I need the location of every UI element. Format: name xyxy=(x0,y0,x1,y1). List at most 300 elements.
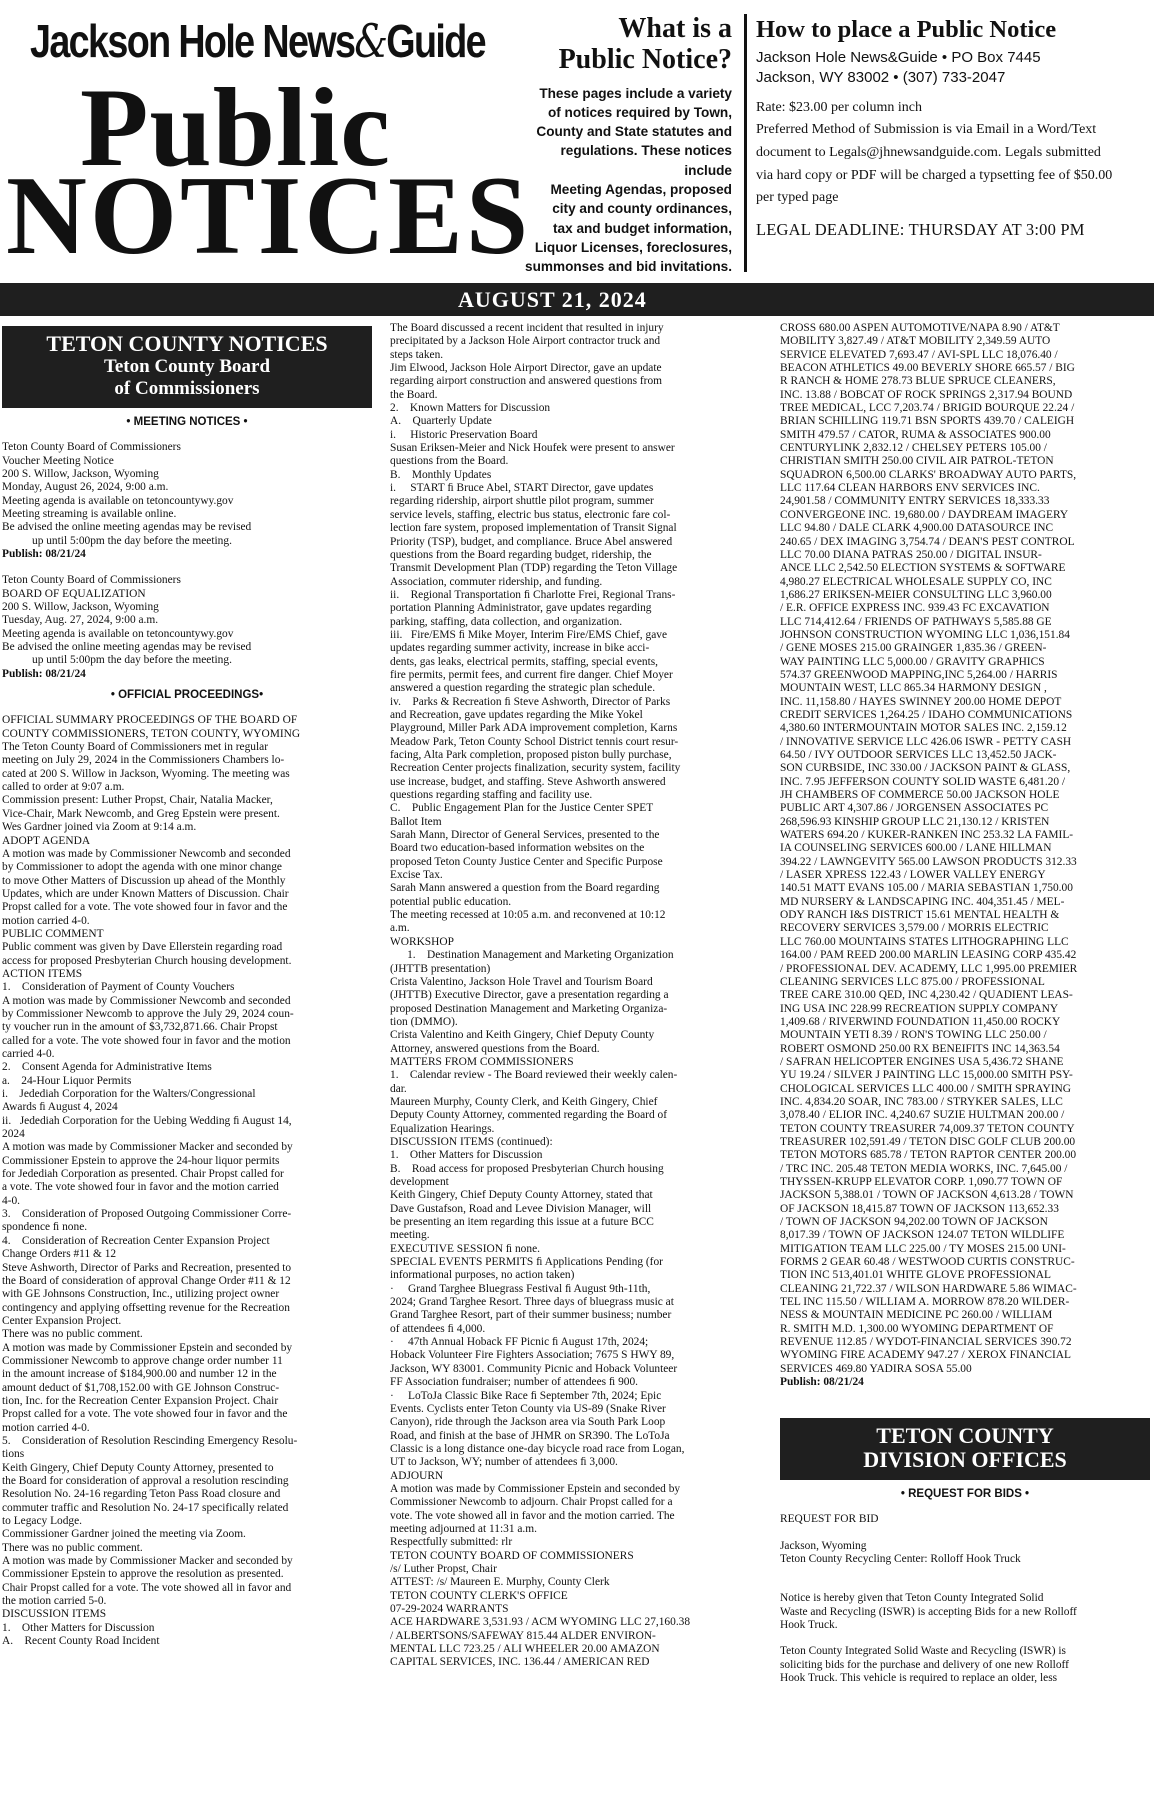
proceedings-line: OFFICIAL SUMMARY PROCEEDINGS OF THE BOARD OF xyxy=(2,714,298,727)
proceedings-line: /s/ Luther Propst, Chair xyxy=(390,1562,497,1575)
proceedings-line: Center Expansion Project. xyxy=(2,1314,122,1327)
section-title: DIVISION OFFICES xyxy=(863,1446,1067,1472)
warrant-line: 4,980.27 ELECTRICAL WHOLESALE SUPPLY CO, INC xyxy=(780,575,1052,588)
proceedings-line: (JHTTB) Executive Director, gave a presentation regarding a xyxy=(390,989,669,1002)
proceedings-line: Excise Tax. xyxy=(390,869,443,882)
proceedings-line: 1. Consideration of Payment of County Vouchers xyxy=(2,981,235,994)
notice-line: Teton County Board of Commissioners xyxy=(2,574,181,587)
warrant-line: CHRISTIAN SMITH 250.00 CIVIL AIR PATROL-TETON xyxy=(780,455,1054,468)
proceedings-line: A. Quarterly Update xyxy=(390,415,492,428)
rfb-paragraph: Waste and Recycling (ISWR) is accepting Bids for a new Rolloff xyxy=(780,1605,1077,1618)
proceedings-line: Hoback Volunteer Fire Fighters Association; 7675 S HWY 89, xyxy=(390,1349,675,1362)
proceedings-line: TETON COUNTY CLERK'S OFFICE xyxy=(390,1589,568,1602)
proceedings-line: motion carried 4-0. xyxy=(2,914,90,927)
proceedings-line: 1. Other Matters for Discussion xyxy=(2,1621,155,1634)
proceedings-line: updates regarding summer activity, increase in bike acci- xyxy=(390,642,650,655)
proceedings-line: The Board discussed a recent incident that resulted in injury xyxy=(390,322,664,334)
what-line: Meeting Agendas, proposed xyxy=(550,182,732,198)
warrant-line: CLEANING SERVICES LLC 875.00 / PROFESSIONAL xyxy=(780,975,1045,988)
warrant-line: R. SMITH M.D. 1,300.00 WYOMING DEPARTMENT OF xyxy=(780,1322,1054,1335)
proceedings-line: 1. Calendar review - The Board reviewed their weekly calen- xyxy=(390,1069,678,1082)
proceedings-line: Deputy County Attorney, commented regarding the Board of xyxy=(390,1109,668,1122)
proceedings-line: DISCUSSION ITEMS xyxy=(2,1608,107,1621)
proceedings-line: Crista Valentino, Jackson Hole Travel and Tourism Board xyxy=(390,975,653,988)
what-line: of notices required by Town, xyxy=(547,104,732,120)
proceedings-line: 2024; Grand Targhee Resort. Three days of bluegrass music at xyxy=(390,1296,674,1309)
proceedings-line: called for a vote. The vote showed four in favor and the motion xyxy=(2,1034,291,1047)
meeting-notice-1 xyxy=(2,441,372,561)
proceedings-line: answered a question regarding the strategic plan schedule. xyxy=(390,682,656,695)
warrant-line: JACKSON 5,388.01 / TOWN OF JACKSON 4,613.28 / TOWN xyxy=(780,1189,1074,1202)
proceedings-line: Keith Gingery, Chief Deputy County Attorney, stated that xyxy=(390,1189,653,1202)
warrant-line: FORMS 2 GEAR 60.48 / WESTWOOD CURTIS CONSTRUC- xyxy=(780,1256,1075,1269)
proceedings-line: Maureen Murphy, County Clerk, and Keith Gingery, Chief xyxy=(390,1095,658,1108)
warrant-line: REVENUE 112.85 / WYDOT-FINANCIAL SERVICES 390.72 xyxy=(780,1336,1072,1349)
warrant-line: TEL INC 115.50 / WILLIAM A. MORROW 878.20 WILDER- xyxy=(780,1296,1070,1309)
how-to-place-notice xyxy=(756,16,1148,240)
proceedings-line: There was no public comment. xyxy=(2,1328,143,1341)
proceedings-line: Awards ﬁ August 4, 2024 xyxy=(2,1101,118,1114)
proceedings-line: the Board for consideration of approval a resolution rescinding xyxy=(2,1475,289,1487)
notice-line: Meeting agenda is available on tetoncountywy.gov xyxy=(2,627,234,640)
warrant-line: TREE CARE 310.00 QED, INC 4,230.42 / QUADIENT LEAS- xyxy=(780,989,1073,1002)
logo-ampersand: & xyxy=(354,14,387,68)
proceedings-line: carried 4-0. xyxy=(2,1048,55,1060)
proceedings-line: Attorney, answered questions from the Board. xyxy=(390,1042,600,1055)
proceedings-line: meeting. xyxy=(390,1229,430,1242)
proceedings-line: amount deduct of $1,708,152.00 with GE Johnson Construc- xyxy=(2,1381,280,1394)
proceedings-line: the Board. xyxy=(390,388,438,401)
proceedings-line: MATTERS FROM COMMISSIONERS xyxy=(390,1055,574,1068)
proceedings-line: Classic is a long distance one-day bicycle road race from Logan, xyxy=(390,1442,685,1455)
rate-line: per typed page xyxy=(756,190,839,206)
warrant-line: CREDIT SERVICES 1,264.25 / IDAHO COMMUNICATIONS xyxy=(780,708,1073,721)
proceedings-line: Meadow Park, Teton County School District tennis court resur- xyxy=(390,735,679,748)
proceedings-line: ii. Jedediah Corporation for the Uebing Wedding ﬁ August 14, xyxy=(2,1114,292,1127)
proceedings-line: iv. Parks & Recreation ﬁ Steve Ashworth, Director of Parks xyxy=(390,695,671,708)
proceedings-line: A. Recent County Road Incident xyxy=(2,1635,160,1648)
contact-address xyxy=(756,48,1148,89)
title-notices: NOTICES xyxy=(6,154,532,278)
address-line: Jackson, WY 83002 • (307) 733-2047 xyxy=(756,69,1006,87)
proceedings-line: proposed Destination Management and Marketing Organiza- xyxy=(390,1002,668,1015)
proceedings-line: Road, and finish at the base of JHMR on SR390. The LoToJa xyxy=(390,1429,670,1442)
proceedings-line: ACTION ITEMS xyxy=(2,967,83,980)
meeting-notices-heading: • MEETING NOTICES • xyxy=(126,415,248,428)
proceedings-line: 2. Consent Agenda for Administrative Items xyxy=(2,1061,212,1074)
warrant-line: 574.37 GREENWOOD MAPPING,INC 5,264.00 / HARRIS xyxy=(780,668,1058,681)
proceedings-line: CAPITAL SERVICES, INC. 136.44 / AMERICAN RED xyxy=(390,1656,650,1669)
proceedings-line: DISCUSSION ITEMS (continued): xyxy=(390,1135,553,1148)
proceedings-line: and Recreation, gave updates regarding the Mike Yokel xyxy=(390,708,643,721)
warrant-line: JOHNSON CONSTRUCTION WYOMING LLC 1,036,151.84 xyxy=(780,628,1070,641)
proceedings-line: be presenting an item regarding this issue at a future BCC xyxy=(390,1216,654,1229)
warrant-line: CONVERGEONE INC. 19,680.00 / DAYDREAM IMAGERY xyxy=(780,508,1069,521)
logo-name-a: Jackson Hole News xyxy=(30,15,355,67)
proceedings-line: Vice-Chair, Mark Newcomb, and Greg Epstein were present. xyxy=(2,807,280,820)
warrant-line: WAY PAINTING LLC 5,000.00 / GRAVITY GRAPHICS xyxy=(780,655,1045,668)
proceedings-line: fire permits, permit fees, and current fire danger. Chief Moyer xyxy=(390,668,673,681)
proceedings-line: contingency and applying offsetting revenue for the Recreation xyxy=(2,1301,290,1314)
proceedings-line: cated at 200 S. Willow in Jackson, Wyoming. The meeting was xyxy=(2,767,290,780)
proceedings-line: TETON COUNTY BOARD OF COMMISSIONERS xyxy=(390,1549,634,1562)
proceedings-line: tion (DMMO). xyxy=(390,1015,458,1028)
warrant-line: / E.R. OFFICE EXPRESS INC. 939.43 FC EXCAVATION xyxy=(780,602,1050,615)
proceedings-line: (JHTTB presentation) xyxy=(390,962,491,975)
proceedings-line: · Grand Targhee Bluegrass Festival ﬁ August 9th-11th, xyxy=(390,1282,651,1295)
date-bar xyxy=(0,283,1154,316)
notice-line: 200 S. Willow, Jackson, Wyoming xyxy=(2,601,159,613)
proceedings-line: 3. Consideration of Proposed Outgoing Commissioner Corre- xyxy=(2,1208,292,1221)
proceedings-line: C. Public Engagement Plan for the Justice Center SPET xyxy=(390,802,654,815)
warrant-line: / PROFESSIONAL DEV. ACADEMY, LLC 1,995.00 PREMIER xyxy=(780,962,1078,975)
proceedings-line: 2. Known Matters for Discussion xyxy=(390,402,551,415)
warrant-line: CROSS 680.00 ASPEN AUTOMOTIVE/NAPA 8.90 / AT&T xyxy=(780,322,1060,334)
proceedings-line: Public comment was given by Dave Ellerstein regarding road xyxy=(2,941,283,954)
legal-deadline: LEGAL DEADLINE: THURSDAY AT 3:00 PM xyxy=(756,220,1085,240)
warrant-line: TREASURER 102,591.49 / TETON DISC GOLF CLUB 200.00 xyxy=(780,1135,1076,1148)
proceedings-line: commuter traffic and Resolution No. 24-17 specifically related xyxy=(2,1501,289,1514)
proceedings-line: tions xyxy=(2,1448,25,1461)
warrant-line: RECOVERY SERVICES 3,579.00 / MORRIS ELECTRIC xyxy=(780,922,1049,935)
proceedings-line: Association, commuter ridership, and funding. xyxy=(390,575,603,588)
publish-date: Publish: 08/21/24 xyxy=(2,547,86,560)
newspaper-logo[interactable] xyxy=(30,14,485,68)
rate-line: via hard copy or PDF will be charged a typsetting fee of $50.00 xyxy=(756,167,1113,183)
what-line: tax and budget information, xyxy=(553,220,732,236)
notice-line: Monday, August 26, 2024, 9:00 a.m. xyxy=(2,481,169,494)
proceedings-line: Jackson, WY 83001. Community Picnic and Hoback Volunteer xyxy=(390,1362,678,1375)
proceedings-line: The Teton County Board of Commissioners met in regular xyxy=(2,741,268,754)
warrant-line: LLC 714,412.64 / FRIENDS OF PATHWAYS 5,585.88 GE xyxy=(780,615,1052,628)
what-heading-line2: Public Notice? xyxy=(558,43,732,75)
proceedings-line: SPECIAL EVENTS PERMITS ﬁ Applications Pending (for xyxy=(390,1256,663,1269)
proceedings-line: · 47th Annual Hoback FF Picnic ﬁ August 17th, 2024; xyxy=(390,1336,649,1349)
proceedings-line: of attendees ﬁ 4,000. xyxy=(390,1322,486,1335)
warrant-line: MITIGATION TEAM LLC 225.00 / TY MOSES 215.00 UNI- xyxy=(780,1242,1066,1255)
proceedings-line: steps taken. xyxy=(390,348,444,361)
proceedings-line: Commissioner Newcomb to approve change order number 11 xyxy=(2,1354,283,1367)
warrant-line: ODY RANCH I&S DISTRICT 15.61 MENTAL HEALTH & xyxy=(780,909,1060,922)
publish-date: Publish: 08/21/24 xyxy=(780,1376,864,1389)
proceedings-line: facing, Alta Park completion, proposed piston bully purchase, xyxy=(390,749,672,761)
proceedings-line: Board two education-based information websites on the xyxy=(390,842,645,855)
warrant-line: 164.00 / PAM REED 200.00 MARLIN LEASING CORP 435.42 xyxy=(780,949,1077,962)
warrant-line: YU 19.24 / SILVER J PAINTING LLC 15,000.00 SMITH PSY- xyxy=(780,1069,1073,1082)
proceedings-line: ADJOURN xyxy=(390,1469,444,1482)
proceedings-line: Commissioner Gardner joined the meeting via Zoom. xyxy=(2,1528,246,1541)
proceedings-line: precipitated by a Jackson Hole Airport contractor truck and xyxy=(390,335,661,348)
what-line: These pages include a variety xyxy=(539,85,732,101)
proceedings-line: 1. Destination Management and Marketing Organization xyxy=(390,949,674,962)
division-offices-header xyxy=(780,1418,1150,1480)
proceedings-line: ty voucher run in the amount of $3,732,871.66. Chair Propst xyxy=(2,1021,278,1034)
proceedings-line: to move Other Matters of Discussion up ahead of the Monthly xyxy=(2,874,286,887)
header-divider xyxy=(744,14,747,272)
warrants-list xyxy=(780,322,1150,1376)
warrant-line: 1,686.27 ERIKSEN-MEIER CONSULTING LLC 3,960.00 xyxy=(780,588,1052,601)
warrant-line: SERVICE ELEVATED 7,693.47 / AVI-SPL LLC 18,076.40 / xyxy=(780,348,1058,361)
warrant-line: LLC 70.00 DIANA PATRAS 250.00 / DIGITAL INSUR- xyxy=(780,548,1042,561)
proceedings-line: Keith Gingery, Chief Deputy County Attorney, presented to xyxy=(2,1461,274,1474)
section-title: TETON COUNTY xyxy=(876,1422,1054,1448)
what-line: summonses and bid invitations. xyxy=(525,259,732,275)
publish-date: Publish: 08/21/24 xyxy=(2,667,86,680)
proceedings-line: Sarah Mann answered a question from the Board regarding xyxy=(390,882,660,895)
warrant-line: 8,017.39 / TOWN OF JACKSON 124.07 TETON WILDLIFE xyxy=(780,1229,1065,1242)
rfb-location: Teton County Recycling Center: Rolloff Hook Truck xyxy=(780,1552,1021,1565)
proceedings-line: Jim Elwood, Jackson Hole Airport Director, gave an update xyxy=(390,362,662,375)
proceedings-line: proposed Teton County Justice Center and Specific Purpose xyxy=(390,855,663,868)
what-line: city and county ordinances, xyxy=(552,201,732,217)
rfb-paragraph: Hook Truck. This vehicle is required to replace an older, less xyxy=(780,1671,1058,1684)
proceedings-line: WORKSHOP xyxy=(390,935,454,948)
proceedings-line: COUNTY COMMISSIONERS, TETON COUNTY, WYOMING xyxy=(2,727,301,740)
warrant-line: / GENE MOSES 215.00 GRAINGER 1,835.36 / GREEN- xyxy=(780,642,1047,655)
warrant-line: SQUADRON 6,500.00 CLARKS' BROADWAY AUTO PARTS, xyxy=(780,468,1077,481)
proceedings-line: questions regarding staffing and facility use. xyxy=(390,789,593,802)
warrant-line: / INNOVATIVE SERVICE LLC 426.06 ISWR - PETTY CASH xyxy=(780,735,1072,748)
rfb-paragraph: Teton County Integrated Solid Waste and Recycling (ISWR) is xyxy=(780,1645,1066,1658)
warrant-line: BEACON ATHLETICS 49.00 BEVERLY SHORE 665.57 / BIG xyxy=(780,362,1075,375)
what-line: County and State statutes and xyxy=(536,124,732,140)
proceedings-line: ii. Regional Transportation ﬁ Charlotte Frei, Regional Trans- xyxy=(390,588,676,601)
official-proceedings-heading: • OFFICIAL PROCEEDINGS• xyxy=(110,689,264,702)
warrant-line: TETON MOTORS 685.78 / TETON RAPTOR CENTER 200.00 xyxy=(780,1149,1077,1162)
proceedings-line: called to order at 9:07 a.m. xyxy=(2,781,125,794)
proceedings-line: Updates, which are under Known Matters of Discussion. Chair xyxy=(2,887,289,900)
warrant-line: R RANCH & HOME 278.73 BLUE SPRUCE CLEANERS, xyxy=(780,375,1056,388)
proceedings-line: by Commissioner Newcomb to approve the July 29, 2024 coun- xyxy=(2,1007,294,1020)
proceedings-line: with GE Johnsons Construction, Inc., utilizing project owner xyxy=(2,1288,280,1301)
proceedings-line: Commissioner Epstein to approve the 24-hour liquor permits xyxy=(2,1154,280,1167)
proceedings-line: UT to Jackson, WY; number of attendees ﬁ 3,000. xyxy=(390,1456,618,1469)
proceedings-line: Resolution No. 24-16 regarding Teton Pass Road closure and xyxy=(2,1488,281,1501)
proceedings-line: Wes Gardner joined via Zoom at 9:14 a.m. xyxy=(2,821,197,834)
proceedings-line: B. Monthly Updates xyxy=(390,468,492,481)
proceedings-line: spondence ﬁ none. xyxy=(2,1221,88,1234)
proceedings-line: Respectfully submitted: rlr xyxy=(390,1536,513,1549)
warrant-line: NESS & MOUNTAIN MEDICINE PC 260.00 / WILLIAM xyxy=(780,1309,1053,1322)
proceedings-line: The meeting recessed at 10:05 a.m. and reconvened at 10:12 xyxy=(390,909,666,922)
warrant-line: ROBERT OSMOND 250.00 RX BENEIFITS INC 14,363.54 xyxy=(780,1042,1060,1055)
what-is-public-notice xyxy=(510,14,732,277)
warrant-line: ANCE LLC 2,542.50 ELECTION SYSTEMS & SOFTWARE xyxy=(780,562,1066,575)
proceedings-line: 4-0. xyxy=(2,1194,21,1207)
warrant-line: LLC 760.00 MOUNTAINS STATES LITHOGRAPHING LLC xyxy=(780,935,1069,948)
warrant-line: SMITH 479.57 / CATOR, RUMA & ASSOCIATES 900.00 xyxy=(780,428,1051,441)
proceedings-line: questions from the Board regarding budget, ridership, the xyxy=(390,548,652,561)
proceedings-line: A motion was made by Commissioner Newcomb and seconded xyxy=(2,847,291,860)
warrant-line: INC. 7.95 JEFFERSON COUNTY SOLID WASTE 6,481.20 / xyxy=(780,775,1066,788)
logo-name-b: Guide xyxy=(386,15,485,67)
proceedings-line: Change Orders #11 & 12 xyxy=(2,1248,117,1261)
warrant-line: IA COUNSELING SERVICES 600.00 / LANE HILLMAN xyxy=(780,842,1052,855)
proceedings-line: iii. Fire/EMS ﬁ Mike Moyer, Interim Fire/EMS Chief, gave xyxy=(390,628,668,641)
rfb-title: REQUEST FOR BID xyxy=(780,1513,879,1526)
warrant-line: 4,380.60 INTERMOUNTAIN MOTOR SALES INC. 2,159.12 xyxy=(780,722,1067,735)
proceedings-line: Propst called for a vote. The vote showed four in favor and the xyxy=(2,1408,288,1421)
proceedings-line: use increase, budget, and staffing. Steve Ashworth answered xyxy=(390,775,666,788)
what-is-body xyxy=(510,84,732,277)
notice-line: Be advised the online meeting agendas may be revised xyxy=(2,641,252,654)
proceedings-line: A motion was made by Commissioner Epstein and seconded by xyxy=(390,1482,681,1495)
warrant-line: MOUNTAIN WEST, LLC 865.34 HARMONY DESIGN , xyxy=(780,682,1047,695)
warrant-line: 64.50 / IVY OUTDOOR SERVICES LLC 13,452.50 JACK- xyxy=(780,749,1057,761)
proceedings-line: Commission present: Luther Propst, Chair, Natalia Macker, xyxy=(2,794,273,807)
proceedings-line: · LoToJa Classic Bike Race ﬁ September 7th, 2024; Epic xyxy=(390,1389,662,1402)
warrant-line: BRIAN SCHILLING 119.71 BSN SPORTS 439.70 / CALEIGH xyxy=(780,415,1075,428)
proceedings-line: Dave Gustafson, Road and Levee Division Manager, will xyxy=(390,1202,652,1215)
warrant-line: JH CHAMBERS OF COMMERCE 50.00 JACKSON HOLE xyxy=(780,789,1060,802)
warrant-line: 1,409.68 / RIVERWIND FOUNDATION 11,450.00 ROCKY xyxy=(780,1015,1061,1028)
proceedings-line: portation Planning Administrator, gave updates regarding xyxy=(390,602,652,615)
warrant-line: TREE MEDICAL, LCC 7,203.74 / BRIGID BOURQUE 22.24 / xyxy=(780,402,1075,415)
rfb-paragraph: soliciting bids for the purchase and delivery of one new Rolloff xyxy=(780,1658,1069,1671)
proceedings-line: vote. The vote showed all in favor and the motion carried. The xyxy=(390,1509,675,1522)
notice-line: up until 5:00pm the day before the meeting. xyxy=(32,654,232,667)
proceedings-line: ADOPT AGENDA xyxy=(2,834,91,847)
notice-line: Be advised the online meeting agendas may be revised xyxy=(2,521,252,534)
warrant-line: / SAFRAN HELICOPTER ENGINES USA 5,436.72 SHANE xyxy=(780,1055,1064,1068)
how-heading: How to place a Public Notice xyxy=(756,16,1057,43)
warrant-line: TETON COUNTY TREASURER 74,009.37 TETON COUNTY xyxy=(780,1122,1075,1135)
proceedings-line: Crista Valentino and Keith Gingery, Chief Deputy County xyxy=(390,1029,655,1042)
proceedings-line: Priority (TSP), budget, and compliance. Bruce Abel answered xyxy=(390,535,673,548)
proceedings-line: by Commissioner to adopt the agenda with one minor change xyxy=(2,861,282,874)
warrant-line: SERVICES 469.80 YADIRA SOSA 55.00 xyxy=(780,1362,972,1375)
proceedings-line: informational purposes, no action taken) xyxy=(390,1269,575,1282)
proceedings-line: in the amount increase of $184,900.00 and number 12 in the xyxy=(2,1368,277,1381)
what-heading-line1: What is a xyxy=(618,13,732,44)
what-line: regulations. These notices include xyxy=(560,143,732,178)
proceedings-line: parking, staffing, data collection, and organization. xyxy=(390,615,623,628)
warrant-line: / TOWN OF JACKSON 94,202.00 TOWN OF JACKSON xyxy=(780,1216,1048,1229)
proceedings-line: development xyxy=(390,1176,449,1188)
proceedings-line: Sarah Mann, Director of General Services, presented to the xyxy=(390,829,660,842)
issue-date: AUGUST 21, 2024 xyxy=(458,287,647,312)
official-proceedings xyxy=(2,714,372,1648)
warrant-line: MOBILITY 3,827.49 / AT&T MOBILITY 2,349.59 AUTO xyxy=(780,335,1051,348)
proceedings-line: dar. xyxy=(390,1082,407,1095)
warrant-line: LLC 117.64 CLEAN HARBORS ENV SERVICES INC. xyxy=(780,482,1040,495)
warrant-line: CLEANING 21,722.37 / WILSON HARDWARE 5.86 WIMAC- xyxy=(780,1282,1077,1295)
notice-line: Voucher Meeting Notice xyxy=(2,454,114,467)
proceedings-line: A motion was made by Commissioner Macker and seconded by xyxy=(2,1555,293,1568)
section-title: TETON COUNTY NOTICES xyxy=(46,331,328,356)
warrant-line: CENTURYLINK 2,832.12 / CHELSEY PETERS 105.00 / xyxy=(780,442,1047,455)
rate-line: Preferred Method of Submission is via Email in a Word/Text xyxy=(756,122,1097,138)
warrant-line: OF JACKSON 18,415.87 TOWN OF JACKSON 113,652.33 xyxy=(780,1202,1059,1215)
column-2 xyxy=(390,322,760,1796)
warrant-line: THYSSEN-KRUPP ELEVATOR CORP. 1,090.77 TOWN OF xyxy=(780,1176,1063,1188)
proceedings-line: A motion was made by Commissioner Epstein and seconded by xyxy=(2,1341,293,1354)
column-3 xyxy=(780,322,1150,1796)
warrant-line: INC. 13.88 / BOBCAT OF ROCK SPRINGS 2,317.94 BOUND xyxy=(780,388,1073,401)
proceedings-line: FF Association fundraiser; number of attendees ﬁ 900. xyxy=(390,1376,639,1389)
proceedings-line: potential public education. xyxy=(390,895,512,908)
proceedings-line: meeting on July 29, 2024 in the Commissioners Chambers lo- xyxy=(2,754,285,767)
warrant-line: WATERS 694.20 / KUKER-RANKEN INC 253.32 LA FAMIL- xyxy=(780,829,1074,842)
proceedings-line: Commissioner Newcomb to adjourn. Chair Propst called for a xyxy=(390,1496,673,1509)
proceedings-line: Playground, Miller Park ADA improvement completion, Karns xyxy=(390,722,678,735)
proceedings-line: There was no public comment. xyxy=(2,1541,143,1554)
proceedings-line: Propst called for a vote. The vote showed four in favor and the xyxy=(2,901,288,914)
rfb-paragraph: Notice is hereby given that Teton County Integrated Solid xyxy=(780,1592,1044,1605)
teton-county-notices-header xyxy=(2,326,372,408)
what-is-heading xyxy=(510,14,732,76)
what-line: Liquor Licenses, foreclosures, xyxy=(534,239,732,255)
notice-line: up until 5:00pm the day before the meeting. xyxy=(32,534,232,547)
rfb-paragraph: Hook Truck. xyxy=(780,1618,838,1631)
notice-line: Teton County Board of Commissioners xyxy=(2,441,181,454)
proceedings-line: A motion was made by Commissioner Newcomb and seconded xyxy=(2,994,291,1007)
section-subtitle: of Commissioners xyxy=(114,378,260,400)
warrant-line: / LASER XPRESS 122.43 / LOWER VALLEY ENERGY xyxy=(780,869,1046,882)
proceedings-line: access for proposed Presbyterian Church housing development. xyxy=(2,954,292,967)
proceedings-line: Transmit Development Plan (TDP) regarding the Teton Village xyxy=(390,562,678,575)
proceedings-line: Susan Eriksen-Meier and Nick Houfek were present to answer xyxy=(390,442,675,455)
rfb-location: Jackson, Wyoming xyxy=(780,1539,867,1552)
rate-line[interactable]: document to Legals@jhnewsandguide.com. Legals submitted xyxy=(756,145,1101,161)
proceedings-line: 4. Consideration of Recreation Center Expansion Project xyxy=(2,1234,270,1247)
proceedings-line: i. Historic Preservation Board xyxy=(390,428,538,441)
notice-line: Meeting streaming is available online. xyxy=(2,507,177,520)
notice-line: 200 S. Willow, Jackson, Wyoming xyxy=(2,467,159,480)
proceedings-line: dents, gas leaks, electrical permits, staffing, special events, xyxy=(390,655,659,668)
warrant-line: 3,078.40 / ELIOR INC. 4,240.67 SUZIE HULTMAN 200.00 / xyxy=(780,1109,1065,1122)
proceedings-line: Chair Propst called for a vote. The vote showed all in favor and xyxy=(2,1581,292,1594)
proceedings-line: Ballot Item xyxy=(390,815,442,828)
proceedings-line: tion, Inc. for the Recreation Center Expansion Project. Chair xyxy=(2,1394,279,1407)
warrant-line: LLC 94.80 / DALE CLARK 4,900.00 DATASOURCE INC xyxy=(780,522,1054,535)
proceedings-line: service levels, staffing, electric bus status, electronic fare col- xyxy=(390,508,671,521)
warrant-line: TION INC 513,401.01 WHITE GLOVE PROFESSIONAL xyxy=(780,1269,1051,1282)
warrant-line: PUBLIC ART 4,307.86 / JORGENSEN ASSOCIATES PC xyxy=(780,802,1049,815)
proceedings-line: Events. Cyclists enter Teton County via US-89 (Snake River xyxy=(390,1402,666,1415)
proceedings-line: regarding airport construction and answered questions from xyxy=(390,375,663,388)
request-for-bids-heading: • REQUEST FOR BIDS • xyxy=(900,1487,1030,1500)
proceedings-line: PUBLIC COMMENT xyxy=(2,927,104,940)
notice-line: BOARD OF EQUALIZATION xyxy=(2,587,146,600)
proceedings-line: lection fare system, proposed implementation of Transit Signal xyxy=(390,522,677,535)
proceedings-line: the Board of consideration of approval Change Order #11 & 12 xyxy=(2,1274,291,1287)
proceedings-line: / ALBERTSONS/SAFEWAY 815.44 ALDER ENVIRON- xyxy=(390,1629,656,1642)
proceedings-line: A motion was made by Commissioner Macker and seconded by xyxy=(2,1141,293,1154)
warrant-line: / TRC INC. 205.48 TETON MEDIA WORKS, INC. 7,645.00 / xyxy=(780,1162,1068,1175)
title-public: Public xyxy=(80,66,391,190)
proceedings-line: Equalization Hearings. xyxy=(390,1122,495,1135)
proceedings-line: 1. Other Matters for Discussion xyxy=(390,1149,543,1162)
proceedings-line: EXECUTIVE SESSION ﬁ none. xyxy=(390,1242,540,1255)
warrant-line: INC. 4,834.20 SOAR, INC 783.00 / STRYKER SALES, LLC xyxy=(780,1095,1063,1108)
warrant-line: 268,596.93 KINSHIP GROUP LLC 21,130.12 / KRISTEN xyxy=(780,815,1050,828)
proceedings-line: Recreation Center projects finalization, security system, facility xyxy=(390,762,681,775)
meeting-notice-2 xyxy=(2,574,372,681)
proceedings-line: Commissioner Epstein to approve the resolution as presented. xyxy=(2,1568,284,1581)
proceedings-line: a. 24-Hour Liquor Permits xyxy=(2,1074,132,1087)
proceedings-line: a vote. The vote showed four in favor and the motion carried xyxy=(2,1181,279,1194)
warrant-line: 140.51 MATT EVANS 105.00 / MARIA SEBASTIAN 1,750.00 xyxy=(780,882,1073,895)
rate-info xyxy=(756,97,1148,210)
rate-line: Rate: $23.00 per column inch xyxy=(756,99,923,115)
proceedings-line: regarding ridership, airport shuttle pilot program, summer xyxy=(390,495,654,508)
proceedings-continued xyxy=(390,322,760,1670)
masthead xyxy=(0,0,1154,280)
address-line: Jackson Hole News&Guide • PO Box 7445 xyxy=(756,49,1041,67)
warrant-line: WYOMING FIRE ACADEMY 947.27 / XEROX FINANCIAL xyxy=(780,1349,1071,1362)
proceedings-line: ACE HARDWARE 3,531.93 / ACM WYOMING LLC 27,160.38 xyxy=(390,1616,691,1629)
